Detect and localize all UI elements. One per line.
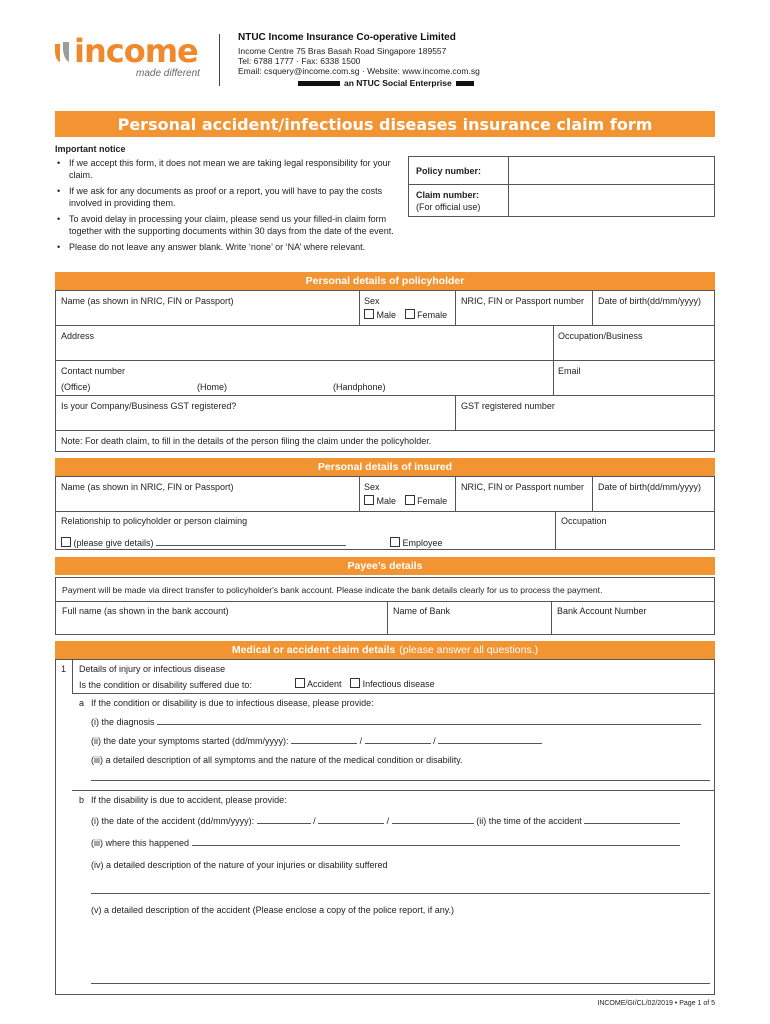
ins-male-label: Male xyxy=(376,496,397,506)
ins-other-checkbox[interactable] xyxy=(61,537,71,547)
ph-email-label: Email xyxy=(558,366,581,376)
income-logo-mark-icon xyxy=(52,40,74,66)
logo-tagline: made different xyxy=(136,68,200,79)
notice-item: • To avoid delay in processing your claim, please send us your filled-in claim form together with the supporting documents within 30 days from the date of the event. xyxy=(55,213,395,237)
income-logo xyxy=(52,32,212,82)
symptom-day-input[interactable] xyxy=(291,736,357,744)
ins-dob-label: Date of birth(dd/mm/yyyy) xyxy=(598,482,702,492)
company-phone: Tel: 6788 1777 · Fax: 6338 1500 xyxy=(238,56,361,66)
accident-year-input[interactable] xyxy=(392,816,474,824)
accident-time-input[interactable] xyxy=(584,816,680,824)
policy-number-field[interactable] xyxy=(509,157,714,183)
page-footer: INCOME/GI/CL/02/2019 • Page 1 of 5 xyxy=(597,1000,715,1007)
ph-male-checkbox[interactable] xyxy=(364,309,374,319)
diagnosis-input[interactable] xyxy=(157,717,701,725)
qb-label: b xyxy=(79,795,85,805)
qa-iii-label: (iii) a detailed description of all symptoms and the nature of the medical condition or disability. xyxy=(91,755,463,765)
row-divider xyxy=(72,790,715,791)
insured-section-heading: Personal details of insured xyxy=(55,458,715,476)
ph-sex-options xyxy=(364,309,447,320)
qa-label: a xyxy=(79,698,85,708)
payee-bank-name-label: Name of Bank xyxy=(393,606,451,616)
accident-month-input[interactable] xyxy=(318,816,384,824)
notice-list xyxy=(55,157,395,257)
social-enterprise-tag xyxy=(298,78,474,88)
qb-text: If the disability is due to accident, please provide: xyxy=(91,795,287,805)
notice-item: • If we accept this form, it does not mean we are taking legal responsibility for your claim. xyxy=(55,157,395,181)
ins-give-details-row xyxy=(61,537,346,548)
infectious-checkbox[interactable] xyxy=(350,678,360,688)
qb-i-label: (i) the date of the accident (dd/mm/yyyy): xyxy=(91,816,255,826)
date-separator: / xyxy=(386,816,390,826)
policy-number-label: Policy number: xyxy=(416,166,482,176)
ins-female-checkbox[interactable] xyxy=(405,495,415,505)
notice-item: • Please do not leave any answer blank. Write ‘none’ or ‘NA’ where relevant. xyxy=(55,241,395,253)
ph-death-claim-note: Note: For death claim, to fill in the details of the person filing the claim under the policyholder. xyxy=(61,436,432,446)
col-divider xyxy=(359,290,360,325)
ins-name-label: Name (as shown in NRIC, FIN or Passport) xyxy=(61,482,234,492)
symptoms-description-input[interactable] xyxy=(91,780,710,781)
payee-account-number-label: Bank Account Number xyxy=(557,606,647,616)
qb-iv-label: (iv) a detailed description of the nature of your injuries or disability suffered xyxy=(91,860,388,870)
decor-bar xyxy=(298,81,340,86)
infectious-label: Infectious disease xyxy=(362,679,435,689)
symptom-year-input[interactable] xyxy=(438,736,542,744)
header-divider xyxy=(219,34,220,86)
col-divider xyxy=(551,601,552,635)
ph-address-label: Address xyxy=(61,331,95,341)
ph-contact-label: Contact number xyxy=(61,366,126,376)
ins-nric-label: NRIC, FIN or Passport number xyxy=(461,482,585,492)
form-title: Personal accident/infectious diseases insurance claim form xyxy=(55,111,715,137)
qa-i-label: (i) the diagnosis xyxy=(91,717,155,727)
qb-i-row xyxy=(91,816,680,826)
qa-i-row xyxy=(91,717,701,727)
ins-male-checkbox[interactable] xyxy=(364,495,374,505)
social-enterprise-label: an NTUC Social Enterprise xyxy=(344,78,452,88)
decor-bar xyxy=(456,81,474,86)
qa-text: If the condition or disability is due to infectious disease, please provide: xyxy=(91,698,374,708)
col-divider xyxy=(553,360,554,395)
company-email-web: Email: csquery@income.com.sg · Website: www.income.com.sg xyxy=(238,66,480,76)
accident-location-input[interactable] xyxy=(192,838,680,846)
col-divider xyxy=(72,659,73,693)
col-divider xyxy=(387,601,388,635)
ph-handphone-label: (Handphone) xyxy=(333,382,386,392)
official-use-label: (For official use) xyxy=(416,202,481,212)
ph-male-label: Male xyxy=(376,310,397,320)
claim-number-field[interactable] xyxy=(509,184,714,216)
claim-number-label: Claim number: xyxy=(416,190,480,200)
ins-female-label: Female xyxy=(417,496,448,506)
payee-section-heading: Payee’s details xyxy=(55,557,715,575)
col-divider xyxy=(555,511,556,550)
policyholder-section-heading: Personal details of policyholder xyxy=(55,272,715,290)
date-separator: / xyxy=(359,736,363,746)
col-divider xyxy=(553,325,554,360)
medical-section-heading xyxy=(55,641,715,659)
ins-sex-label: Sex xyxy=(364,482,380,492)
date-separator: / xyxy=(433,736,436,746)
ph-gst-number-label: GST registered number xyxy=(461,401,555,411)
qb-ii-label: (ii) the time of the accident xyxy=(476,816,582,826)
qa-ii-row xyxy=(91,736,542,746)
medical-heading-note: (please answer all questions.) xyxy=(399,644,539,656)
ins-details-input[interactable] xyxy=(156,538,346,546)
accident-day-input[interactable] xyxy=(257,816,311,824)
accident-label: Accident xyxy=(307,679,342,689)
row-divider xyxy=(55,430,715,431)
logo-wordmark: income xyxy=(74,32,198,70)
notice-heading: Important notice xyxy=(55,144,126,154)
row-divider xyxy=(55,325,715,326)
ph-home-label: (Home) xyxy=(197,382,228,392)
col-divider xyxy=(592,476,593,511)
col-divider xyxy=(592,290,593,325)
medical-heading-label: Medical or accident claim details xyxy=(231,644,396,656)
company-name: NTUC Income Insurance Co-operative Limited xyxy=(238,32,456,43)
ph-office-label: (Office) xyxy=(61,382,91,392)
col-divider xyxy=(455,290,456,325)
col-divider xyxy=(455,476,456,511)
ph-nric-label: NRIC, FIN or Passport number xyxy=(461,296,585,306)
ins-employee-label: Employee xyxy=(402,538,443,548)
row-divider xyxy=(72,693,715,694)
ins-give-details-label: (please give details) xyxy=(73,538,154,548)
ins-relationship-label: Relationship to policyholder or person claiming xyxy=(61,516,248,526)
symptom-month-input[interactable] xyxy=(365,736,431,744)
ins-occupation-label: Occupation xyxy=(561,516,607,526)
qb-v-label: (v) a detailed description of the accident (Please enclose a copy of the police report, if any.) xyxy=(91,905,455,915)
accident-checkbox[interactable] xyxy=(295,678,305,688)
q1-number: 1 xyxy=(61,664,67,674)
ins-sex-options xyxy=(364,495,447,506)
payee-note: Payment will be made via direct transfer to policyholder's bank account. Please indicate the bank details clearly for us to process the payment. xyxy=(62,585,603,595)
ins-employee-row xyxy=(390,537,443,548)
col-divider xyxy=(359,476,360,511)
date-separator: / xyxy=(313,816,316,826)
ins-employee-checkbox[interactable] xyxy=(390,537,400,547)
ph-name-label: Name (as shown in NRIC, FIN or Passport) xyxy=(61,296,234,306)
company-address: Income Centre 75 Bras Basah Road Singapore 189557 xyxy=(238,46,447,56)
row-divider xyxy=(55,360,715,361)
qb-iii-label: (iii) where this happened xyxy=(91,838,190,848)
q1-label: Details of injury or infectious disease xyxy=(79,664,226,674)
ph-sex-label: Sex xyxy=(364,296,380,306)
row-divider xyxy=(55,395,715,396)
qb-iii-row xyxy=(91,838,680,848)
col-divider xyxy=(455,395,456,430)
q1-options xyxy=(295,678,435,689)
ph-female-checkbox[interactable] xyxy=(405,309,415,319)
notice-item: • If we ask for any documents as proof or a report, you will have to pay the costs involved in providing them. xyxy=(55,185,395,209)
ph-gst-question: Is your Company/Business GST registered? xyxy=(61,401,237,411)
row-divider xyxy=(55,601,715,602)
qa-ii-label: (ii) the date your symptoms started (dd/mm/yyyy): xyxy=(91,736,289,746)
ph-female-label: Female xyxy=(417,310,448,320)
injuries-description-input[interactable] xyxy=(91,893,710,894)
q1-due-label: Is the condition or disability suffered due to: xyxy=(79,680,252,690)
medical-table xyxy=(55,659,715,995)
payee-fullname-label: Full name (as shown in the bank account) xyxy=(62,606,229,616)
accident-description-input[interactable] xyxy=(91,983,710,984)
ph-occupation-label: Occupation/Business xyxy=(558,331,643,341)
ph-dob-label: Date of birth(dd/mm/yyyy) xyxy=(598,296,702,306)
row-divider xyxy=(55,511,715,512)
